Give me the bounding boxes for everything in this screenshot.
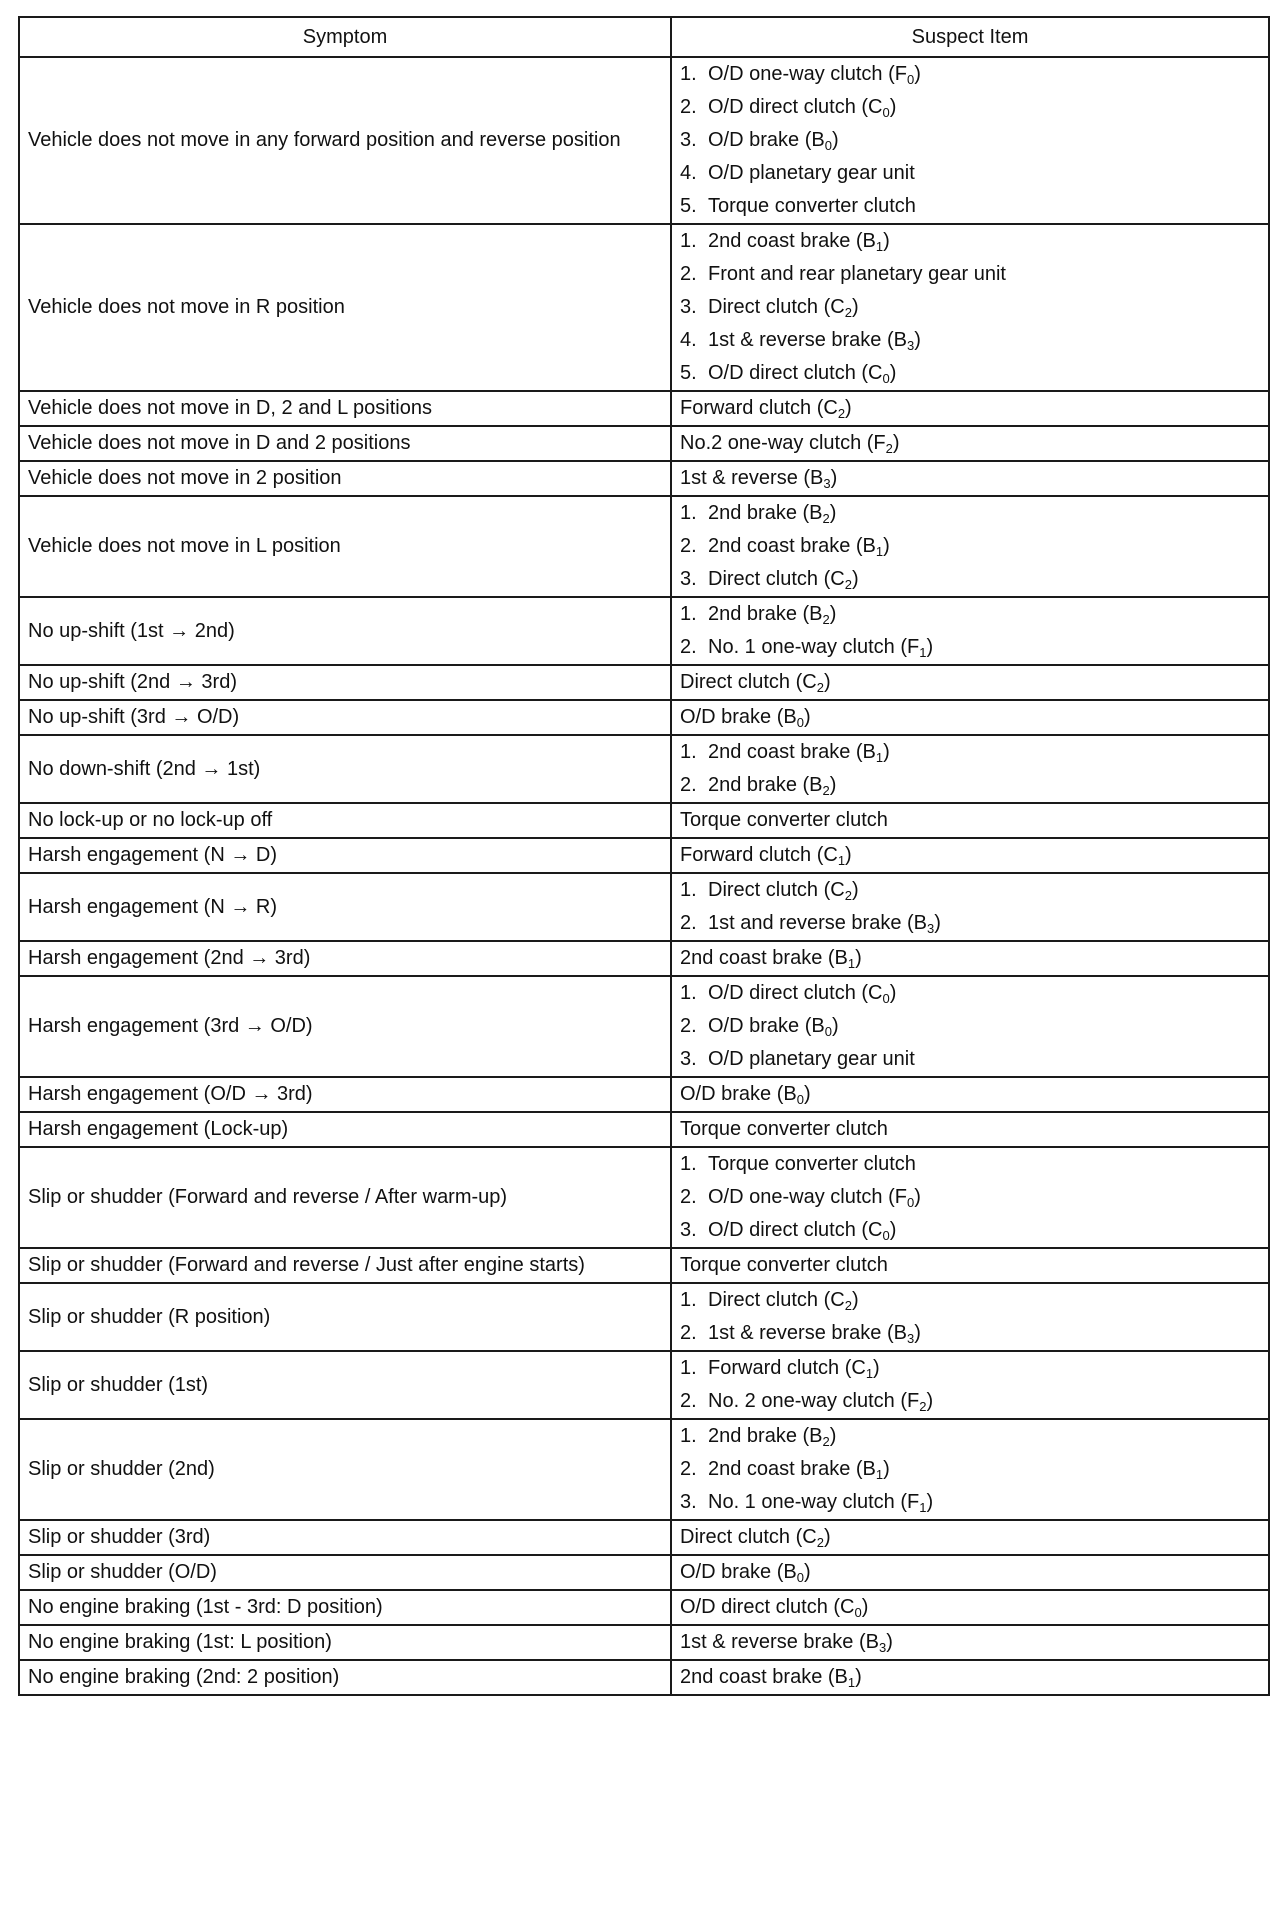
- suspect-item: [680, 1317, 1260, 1350]
- suspect-item: [680, 392, 1260, 425]
- suspect-item-text: 1st and reverse brake $(B_3)$: [708, 912, 941, 936]
- suspect-item-text: 2nd brake $(B_2)$: [708, 1425, 837, 1449]
- item-number: 2.: [680, 636, 697, 658]
- suspect-item-cell: [671, 838, 1269, 873]
- item-number: 4.: [680, 329, 697, 351]
- suspect-item-text: Torque converter clutch: [680, 809, 888, 831]
- suspect-item-text: No. 1 one-way clutch $(F_1)$: [708, 1491, 934, 1515]
- suspect-item-cell: [671, 1625, 1269, 1660]
- symptom-cell: No up-shift (3rd → O/D): [19, 700, 671, 735]
- suspect-item: [680, 666, 1260, 699]
- table-row: [19, 1351, 1269, 1419]
- suspect-item-text: Direct clutch $(C_2)$: [680, 1526, 831, 1550]
- suspect-item: [680, 1352, 1260, 1385]
- suspect-item-text: O/D one-way clutch $(F_0)$: [708, 1186, 921, 1210]
- table-header: [19, 17, 1269, 57]
- symptom-column-header: Symptom: [19, 17, 671, 57]
- suspect-item: [680, 1486, 1260, 1519]
- suspect-item: [680, 497, 1260, 530]
- suspect-item: [680, 839, 1260, 872]
- item-number: 2.: [680, 1186, 697, 1208]
- table-row: [19, 1625, 1269, 1660]
- suspect-item-cell: [671, 1590, 1269, 1625]
- item-number: 1.: [680, 1153, 697, 1175]
- table-row: [19, 1077, 1269, 1112]
- table-row: [19, 1112, 1269, 1147]
- suspect-item-column-header: Suspect Item: [671, 17, 1269, 57]
- suspect-item: [680, 225, 1260, 258]
- suspect-item-text: Forward clutch $(C_1)$: [708, 1357, 880, 1381]
- suspect-item-cell: [671, 1248, 1269, 1283]
- suspect-item: [680, 58, 1260, 91]
- suspect-item-text: O/D planetary gear unit: [708, 1048, 915, 1070]
- table-row: [19, 1147, 1269, 1248]
- suspect-item-cell: [671, 700, 1269, 735]
- suspect-item-text: Direct clutch $(C_2)$: [708, 568, 859, 592]
- item-number: 2.: [680, 1322, 697, 1344]
- suspect-item: [680, 736, 1260, 769]
- symptom-cell: No down-shift (2nd → 1st): [19, 735, 671, 803]
- suspect-item: [680, 804, 1260, 837]
- suspect-item: [680, 631, 1260, 664]
- symptom-cell: No up-shift (1st → 2nd): [19, 597, 671, 665]
- table-row: [19, 1520, 1269, 1555]
- suspect-item: [680, 1385, 1260, 1418]
- suspect-item: [680, 1591, 1260, 1624]
- symptom-cell: Slip or shudder (3rd): [19, 1520, 671, 1555]
- table-row: [19, 1660, 1269, 1695]
- table-row: [19, 224, 1269, 391]
- suspect-item-text: O/D direct clutch $(C_0)$: [708, 1219, 897, 1243]
- suspect-item-text: Front and rear planetary gear unit: [708, 263, 1006, 285]
- item-number: 3.: [680, 129, 697, 151]
- suspect-item: [680, 91, 1260, 124]
- suspect-item: [680, 1556, 1260, 1589]
- symptom-cell: Vehicle does not move in any forward position and reverse position: [19, 57, 671, 224]
- suspect-item: [680, 1249, 1260, 1282]
- suspect-item: [680, 258, 1260, 291]
- suspect-item: [680, 1521, 1260, 1554]
- suspect-item-cell: [671, 1147, 1269, 1248]
- suspect-item: [680, 1284, 1260, 1317]
- item-number: 3.: [680, 296, 697, 318]
- suspect-item-cell: [671, 803, 1269, 838]
- suspect-item: [680, 1148, 1260, 1181]
- suspect-item-text: Direct clutch $(C_2)$: [680, 671, 831, 695]
- suspect-item-text: No. 1 one-way clutch $(F_1)$: [708, 636, 934, 660]
- suspect-item-text: No. 2 one-way clutch $(F_2)$: [708, 1390, 934, 1414]
- item-number: 1.: [680, 1425, 697, 1447]
- symptom-cell: Slip or shudder (O/D): [19, 1555, 671, 1590]
- suspect-item: [680, 357, 1260, 390]
- suspect-item-text: Direct clutch $(C_2)$: [708, 296, 859, 320]
- table-row: [19, 665, 1269, 700]
- suspect-item: [680, 462, 1260, 495]
- item-number: 1.: [680, 879, 697, 901]
- table-row: [19, 1419, 1269, 1520]
- suspect-item: [680, 190, 1260, 223]
- suspect-item: [680, 1078, 1260, 1111]
- item-number: 1.: [680, 1357, 697, 1379]
- suspect-item-text: 2nd brake $(B_2)$: [708, 774, 837, 798]
- table-row: [19, 461, 1269, 496]
- table-row: [19, 941, 1269, 976]
- suspect-item-text: 2nd coast brake $(B_1)$: [680, 1666, 862, 1690]
- suspect-item-text: 1st & reverse brake $(B_3)$: [708, 329, 921, 353]
- item-number: 1.: [680, 982, 697, 1004]
- symptom-cell: Harsh engagement (2nd → 3rd): [19, 941, 671, 976]
- table-row: [19, 426, 1269, 461]
- table-row: [19, 391, 1269, 426]
- item-number: 3.: [680, 568, 697, 590]
- suspect-item-text: O/D brake $(B_0)$: [680, 1561, 811, 1585]
- suspect-item: [680, 291, 1260, 324]
- suspect-item: [680, 324, 1260, 357]
- symptom-cell: Slip or shudder (2nd): [19, 1419, 671, 1520]
- suspect-item-cell: [671, 597, 1269, 665]
- item-number: 5.: [680, 195, 697, 217]
- table-row: [19, 803, 1269, 838]
- suspect-item-cell: [671, 1419, 1269, 1520]
- diagnosis-table: [18, 16, 1270, 1696]
- symptom-cell: Vehicle does not move in D, 2 and L positions: [19, 391, 671, 426]
- suspect-item-text: O/D planetary gear unit: [708, 162, 915, 184]
- symptom-cell: Harsh engagement (N → R): [19, 873, 671, 941]
- symptom-cell: No engine braking (1st: L position): [19, 1625, 671, 1660]
- suspect-item-text: Torque converter clutch: [680, 1254, 888, 1276]
- suspect-item-text: Forward clutch $(C_1)$: [680, 844, 852, 868]
- table-row: [19, 1590, 1269, 1625]
- suspect-item-cell: [671, 665, 1269, 700]
- table-row: [19, 57, 1269, 224]
- suspect-item: [680, 1043, 1260, 1076]
- suspect-item: [680, 769, 1260, 802]
- suspect-item: [680, 1181, 1260, 1214]
- symptom-cell: No engine braking (1st - 3rd: D position): [19, 1590, 671, 1625]
- symptom-cell: Slip or shudder (Forward and reverse / After warm-up): [19, 1147, 671, 1248]
- suspect-item-cell: [671, 1660, 1269, 1695]
- suspect-item-text: 1st & reverse $(B_3)$: [680, 467, 838, 491]
- suspect-item-cell: [671, 461, 1269, 496]
- suspect-item-cell: [671, 976, 1269, 1077]
- table-row: [19, 976, 1269, 1077]
- symptom-cell: Slip or shudder (1st): [19, 1351, 671, 1419]
- suspect-item: [680, 1010, 1260, 1043]
- suspect-item: [680, 598, 1260, 631]
- suspect-item-text: Torque converter clutch: [708, 1153, 916, 1175]
- suspect-item-text: No.2 one-way clutch $(F_2)$: [680, 432, 900, 456]
- table-row: [19, 496, 1269, 597]
- suspect-item-text: Forward clutch $(C_2)$: [680, 397, 852, 421]
- table-row: [19, 735, 1269, 803]
- item-number: 3.: [680, 1491, 697, 1513]
- symptom-cell: Vehicle does not move in 2 position: [19, 461, 671, 496]
- suspect-item-text: Direct clutch $(C_2)$: [708, 879, 859, 903]
- suspect-item-text: 2nd coast brake $(B_1)$: [708, 535, 890, 559]
- symptom-cell: Vehicle does not move in R position: [19, 224, 671, 391]
- table-row: [19, 838, 1269, 873]
- suspect-item-text: 1st & reverse brake $(B_3)$: [708, 1322, 921, 1346]
- symptom-cell: Harsh engagement (O/D → 3rd): [19, 1077, 671, 1112]
- item-number: 2.: [680, 912, 697, 934]
- suspect-item: [680, 942, 1260, 975]
- table-row: [19, 1248, 1269, 1283]
- suspect-item: [680, 157, 1260, 190]
- suspect-item-text: O/D direct clutch $(C_0)$: [708, 362, 897, 386]
- suspect-item: [680, 427, 1260, 460]
- suspect-item-cell: [671, 1351, 1269, 1419]
- suspect-item: [680, 874, 1260, 907]
- item-number: 2.: [680, 535, 697, 557]
- suspect-item-text: O/D direct clutch $(C_0)$: [708, 96, 897, 120]
- table-row: [19, 1555, 1269, 1590]
- suspect-item: [680, 563, 1260, 596]
- table-row: [19, 1283, 1269, 1351]
- suspect-item-text: 2nd coast brake $(B_1)$: [708, 1458, 890, 1482]
- suspect-item-text: 2nd brake $(B_2)$: [708, 502, 837, 526]
- header-row: [19, 17, 1269, 57]
- symptom-cell: No up-shift (2nd → 3rd): [19, 665, 671, 700]
- suspect-item-text: 1st & reverse brake $(B_3)$: [680, 1631, 893, 1655]
- item-number: 1.: [680, 63, 697, 85]
- symptom-cell: Vehicle does not move in L position: [19, 496, 671, 597]
- suspect-item: [680, 1113, 1260, 1146]
- item-number: 3.: [680, 1219, 697, 1241]
- suspect-item-cell: [671, 391, 1269, 426]
- item-number: 1.: [680, 741, 697, 763]
- suspect-item: [680, 977, 1260, 1010]
- suspect-item-cell: [671, 1555, 1269, 1590]
- symptom-cell: Harsh engagement (N → D): [19, 838, 671, 873]
- suspect-item-text: 2nd brake $(B_2)$: [708, 603, 837, 627]
- symptom-cell: No lock-up or no lock-up off: [19, 803, 671, 838]
- item-number: 2.: [680, 96, 697, 118]
- symptom-cell: Slip or shudder (R position): [19, 1283, 671, 1351]
- item-number: 1.: [680, 230, 697, 252]
- item-number: 2.: [680, 263, 697, 285]
- suspect-item-text: Direct clutch $(C_2)$: [708, 1289, 859, 1313]
- suspect-item: [680, 1453, 1260, 1486]
- symptom-cell: Vehicle does not move in D and 2 positions: [19, 426, 671, 461]
- suspect-item-text: O/D direct clutch $(C_0)$: [708, 982, 897, 1006]
- item-number: 4.: [680, 162, 697, 184]
- suspect-item-cell: [671, 873, 1269, 941]
- suspect-item: [680, 124, 1260, 157]
- suspect-item-cell: [671, 941, 1269, 976]
- item-number: 2.: [680, 1458, 697, 1480]
- table-body: [19, 57, 1269, 1695]
- item-number: 1.: [680, 1289, 697, 1311]
- suspect-item-cell: [671, 1077, 1269, 1112]
- table-row: [19, 700, 1269, 735]
- suspect-item-cell: [671, 496, 1269, 597]
- suspect-item: [680, 1661, 1260, 1694]
- suspect-item-cell: [671, 735, 1269, 803]
- suspect-item: [680, 1420, 1260, 1453]
- suspect-item-text: 2nd coast brake $(B_1)$: [680, 947, 862, 971]
- suspect-item: [680, 1214, 1260, 1247]
- symptom-cell: No engine braking (2nd: 2 position): [19, 1660, 671, 1695]
- suspect-item-text: 2nd coast brake $(B_1)$: [708, 230, 890, 254]
- suspect-item: [680, 530, 1260, 563]
- suspect-item: [680, 907, 1260, 940]
- suspect-item-text: O/D brake $(B_0)$: [680, 706, 811, 730]
- suspect-item-text: 2nd coast brake $(B_1)$: [708, 741, 890, 765]
- item-number: 2.: [680, 1390, 697, 1412]
- diagnosis-table-sheet: [18, 16, 1268, 1696]
- suspect-item-text: O/D one-way clutch $(F_0)$: [708, 63, 921, 87]
- suspect-item-cell: [671, 426, 1269, 461]
- item-number: 1.: [680, 603, 697, 625]
- suspect-item-text: O/D brake $(B_0)$: [680, 1083, 811, 1107]
- suspect-item-cell: [671, 57, 1269, 224]
- table-row: [19, 597, 1269, 665]
- suspect-item-cell: [671, 1283, 1269, 1351]
- suspect-item-cell: [671, 1520, 1269, 1555]
- item-number: 2.: [680, 774, 697, 796]
- item-number: 1.: [680, 502, 697, 524]
- item-number: 5.: [680, 362, 697, 384]
- suspect-item-cell: [671, 224, 1269, 391]
- suspect-item: [680, 701, 1260, 734]
- symptom-cell: Harsh engagement (3rd → O/D): [19, 976, 671, 1077]
- suspect-item-cell: [671, 1112, 1269, 1147]
- item-number: 2.: [680, 1015, 697, 1037]
- suspect-item-text: Torque converter clutch: [708, 195, 916, 217]
- table-row: [19, 873, 1269, 941]
- item-number: 3.: [680, 1048, 697, 1070]
- symptom-cell: Harsh engagement (Lock-up): [19, 1112, 671, 1147]
- suspect-item-text: Torque converter clutch: [680, 1118, 888, 1140]
- suspect-item-text: O/D brake $(B_0)$: [708, 129, 839, 153]
- suspect-item: [680, 1626, 1260, 1659]
- symptom-cell: Slip or shudder (Forward and reverse / Just after engine starts): [19, 1248, 671, 1283]
- suspect-item-text: O/D direct clutch $(C_0)$: [680, 1596, 869, 1620]
- suspect-item-text: O/D brake $(B_0)$: [708, 1015, 839, 1039]
